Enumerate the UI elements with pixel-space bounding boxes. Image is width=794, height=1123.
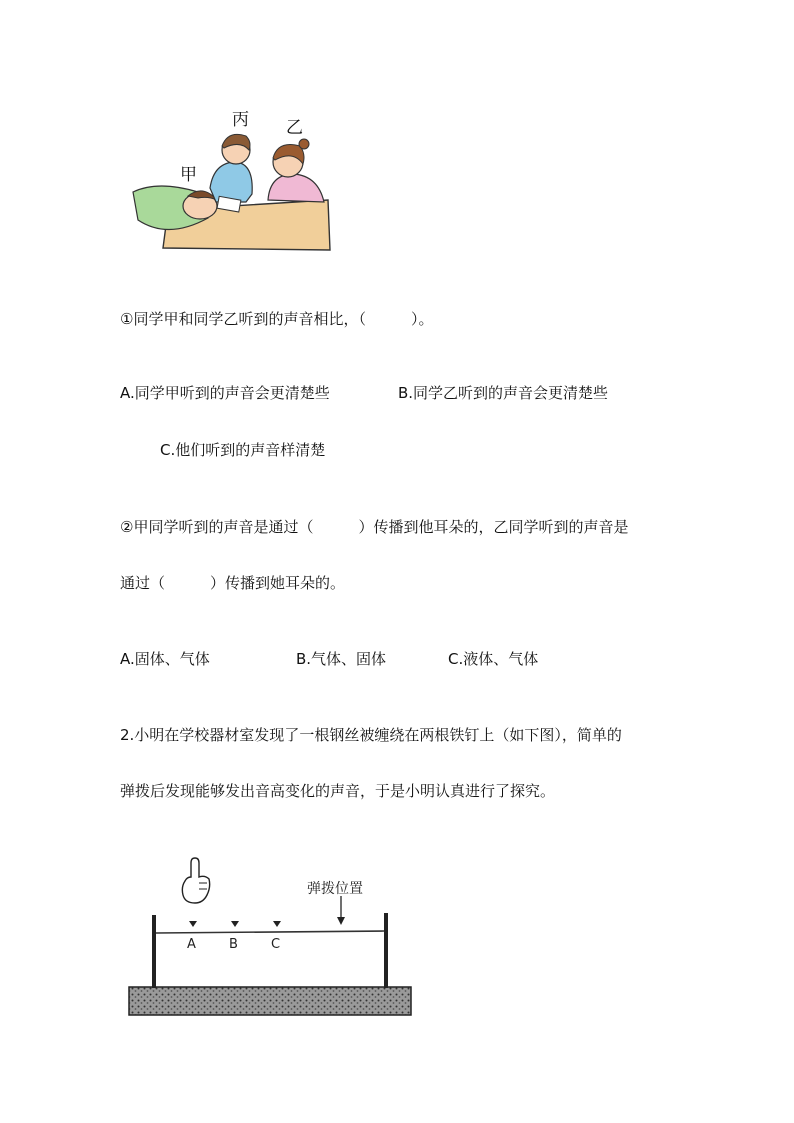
q1-sub1-option-b: B.同学乙听到的声音会更清楚些 [398, 384, 609, 402]
label-yi: 乙 [286, 118, 303, 138]
point-b-label: B [229, 937, 238, 952]
q2-stem-line1: 2.小明在学校器材室发现了一根钢丝被缠绕在两根铁钉上（如下图），简单的 [120, 726, 622, 744]
q1-sub1-option-c: C.他们听到的声音样清楚 [160, 441, 326, 459]
wire-nails-diagram [125, 855, 417, 1020]
pluck-position-label: 弹拨位置 [307, 881, 363, 897]
q2-stem-line2: 弹拨后发现能够发出音高变化的声音，于是小明认真进行了探究。 [120, 782, 556, 800]
students-desk-illustration [128, 100, 338, 260]
student-bing-body [210, 162, 252, 202]
base-board [129, 987, 411, 1015]
q1-sub2-stem-line1: ②甲同学听到的声音是通过（ ）传播到他耳朵的，乙同学听到的声音是 [120, 518, 629, 536]
right-nail [384, 913, 388, 988]
steel-wire [156, 931, 384, 933]
point-a-label: A [187, 937, 196, 952]
point-c-label: C [271, 937, 281, 952]
q1-sub1-option-a: A.同学甲听到的声音会更清楚些 [120, 384, 330, 402]
pointing-finger-icon [182, 858, 209, 903]
q1-sub2-option-b: B.气体、固体 [296, 650, 387, 668]
q1-sub2-option-a: A.固体、气体 [120, 650, 210, 668]
q1-sub1-stem: ①同学甲和同学乙听到的声音相比，（ ）。 [120, 310, 434, 328]
label-bing: 丙 [232, 110, 249, 130]
q1-sub2-option-c: C.液体、气体 [448, 650, 539, 668]
label-jia: 甲 [180, 165, 197, 185]
q1-sub2-stem-line2: 通过（ ）传播到她耳朵的。 [120, 574, 346, 592]
student-yi-body [268, 174, 324, 202]
left-nail [152, 915, 156, 988]
